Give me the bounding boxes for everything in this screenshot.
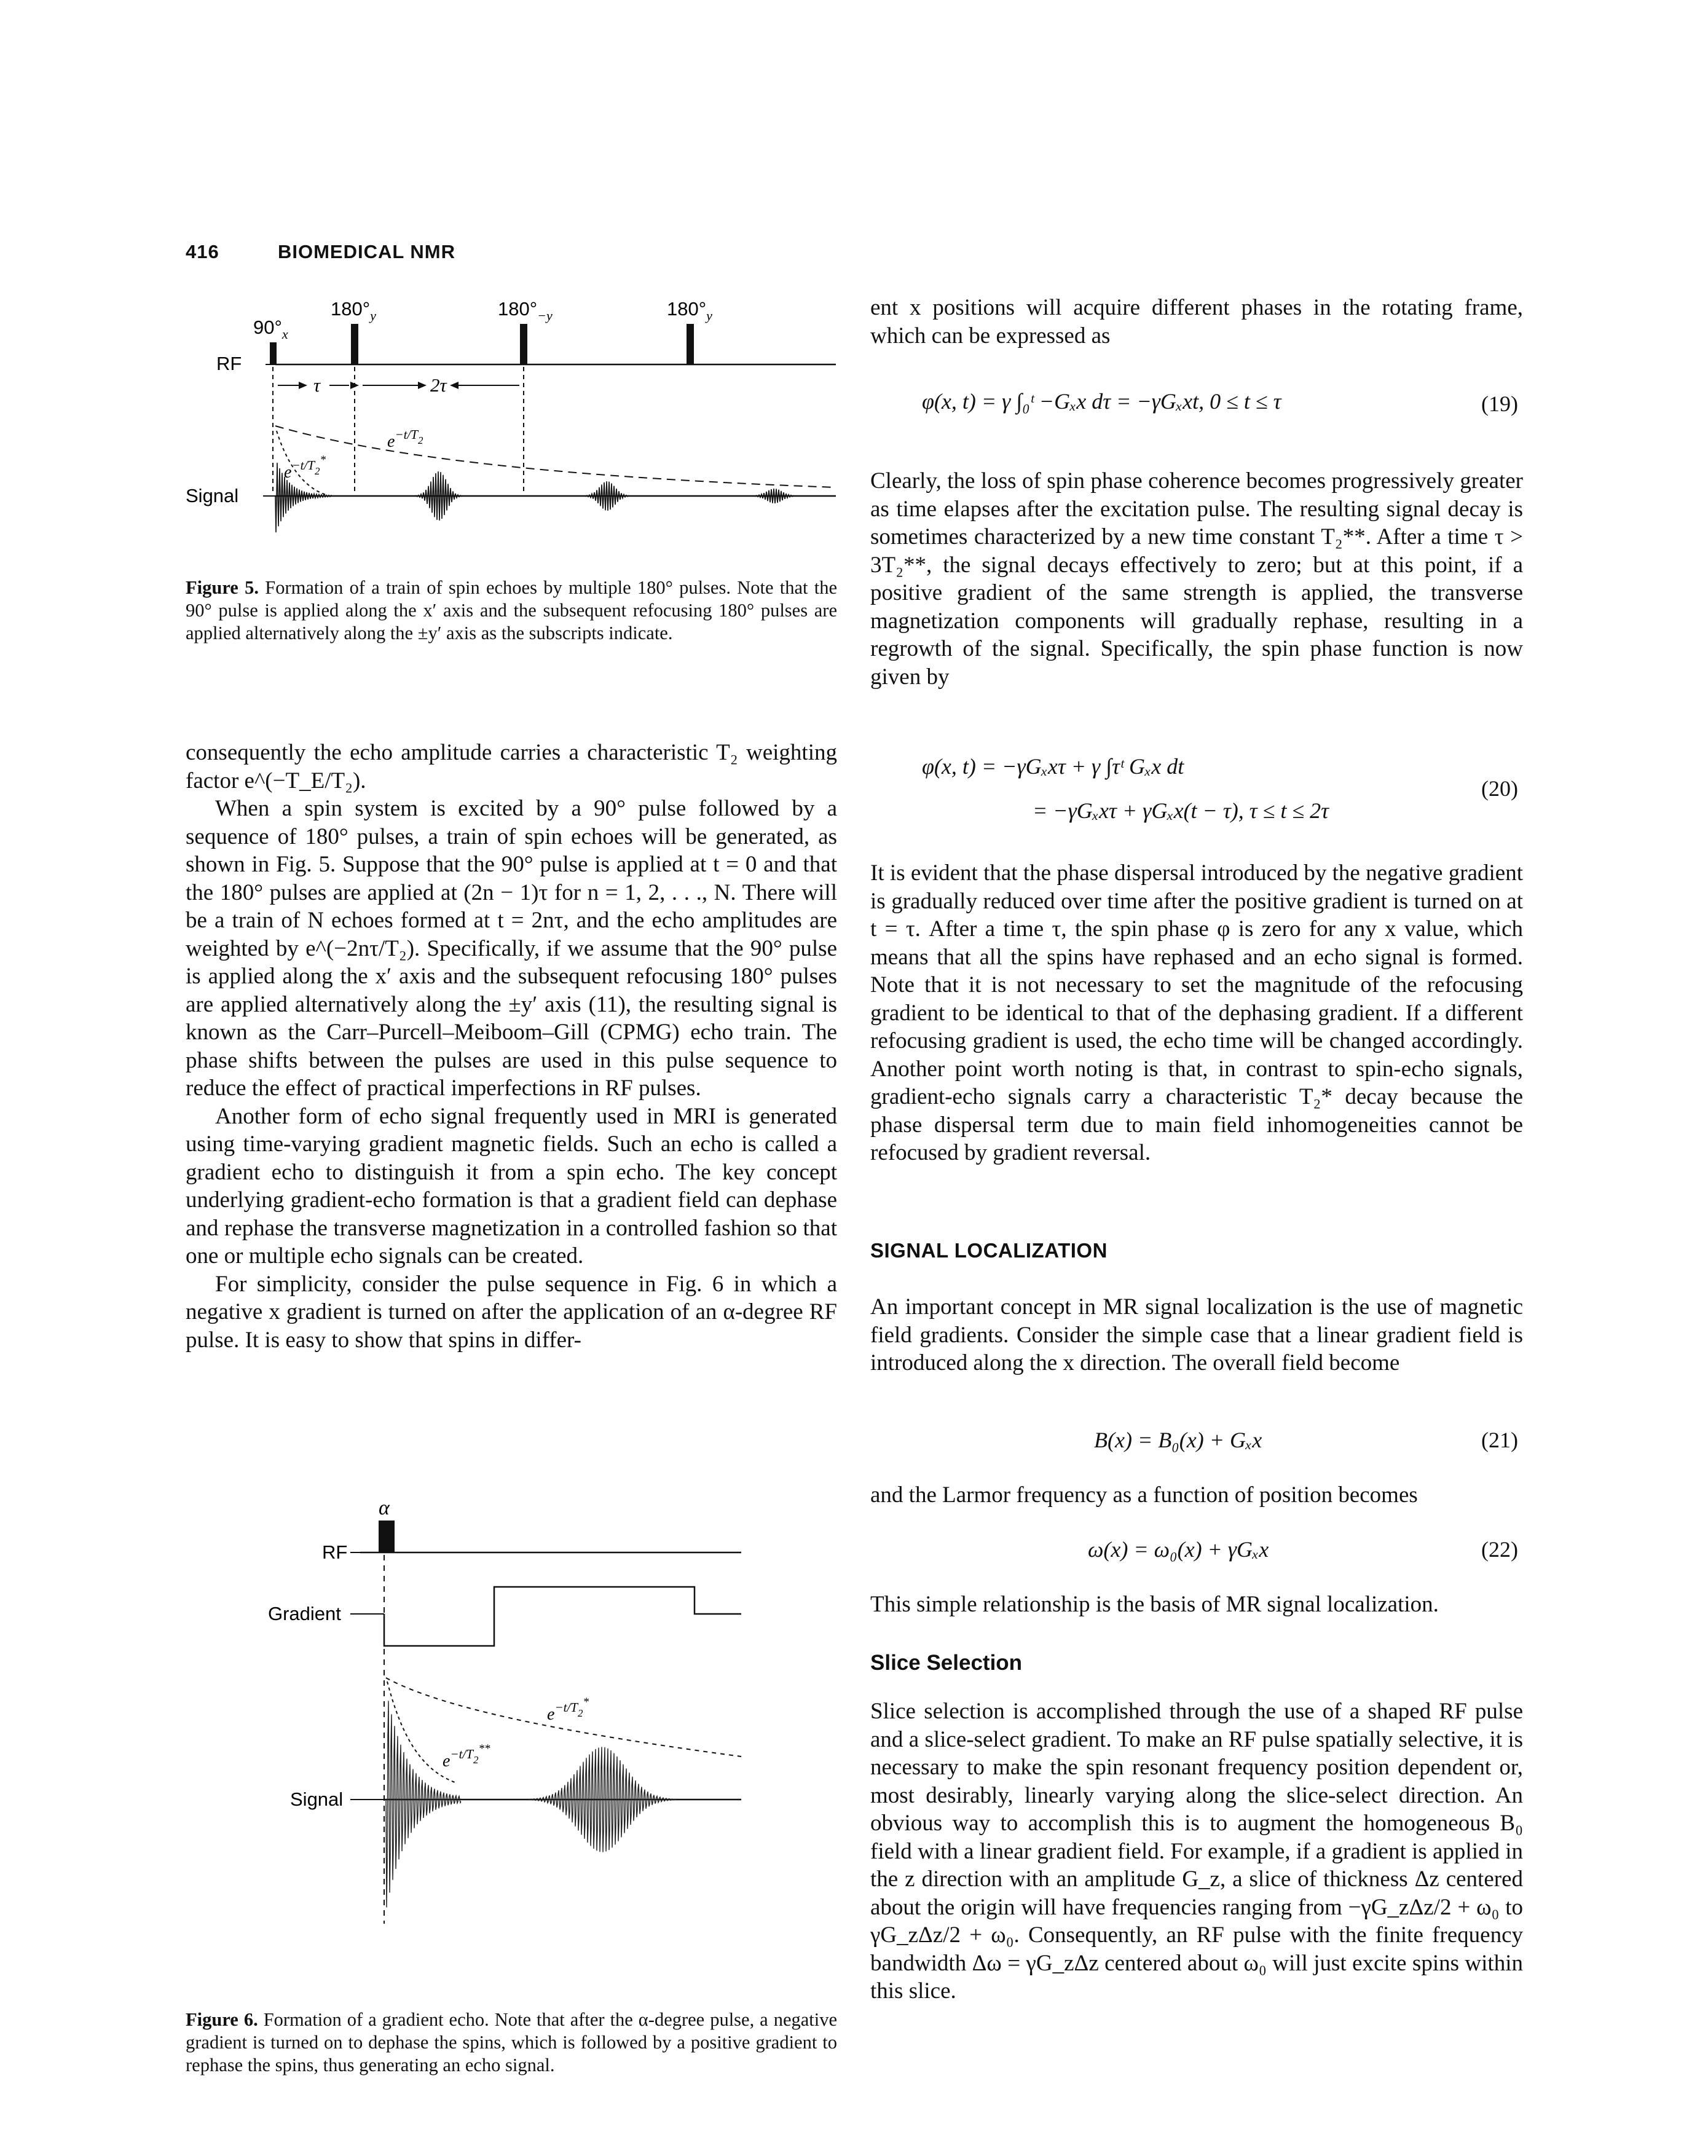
equation-22-number: (22) — [1481, 1537, 1518, 1562]
equation-21: B(x) = B₀(x) + Gₓx — [1094, 1428, 1262, 1452]
svg-text:90°x — [253, 317, 288, 342]
figure-6-diagram — [258, 1493, 762, 1936]
fig6-gradient-waveform — [384, 1587, 741, 1646]
fig5-pulse-90 — [270, 342, 277, 364]
fig6-gradient-label: Gradient — [268, 1603, 341, 1624]
figure-6-caption-label: Figure 6. — [186, 2009, 258, 2030]
fig5-echo-2 — [583, 481, 632, 511]
fig5-t2-envelope — [275, 426, 836, 487]
fig6-signal-label: Signal — [290, 1788, 344, 1810]
fig6-t2doublestar-sub: 2 — [473, 1754, 479, 1766]
figure-5-caption — [186, 576, 837, 645]
paragraph-simplicity: For simplicity, consider the pulse sequence in Fig. 6 in which a negative x gradient is turned on after the application of an α-degree RF pulse. It is easy to show that spins in differ- — [186, 1271, 837, 1353]
figure-5-diagram — [184, 292, 848, 550]
fig5-t2star-decay-base: e — [284, 463, 292, 482]
fig5-rf-label: RF — [216, 353, 242, 374]
fig5-t2-decay-exp: −t/T — [395, 427, 418, 442]
running-title: BIOMEDICAL NMR — [278, 241, 455, 262]
equation-20-number: (20) — [1481, 776, 1518, 801]
paragraph-larmor-frequency: and the Larmor frequency as a function of position becomes — [870, 1482, 1418, 1508]
paragraph-localization-basis: This simple relationship is the basis of MR signal localization. — [870, 1592, 1439, 1617]
fig5-signal-label: Signal — [186, 485, 239, 506]
figure-6-caption-text: Formation of a gradient echo. Note that after the α-degree pulse, a negative gradient is turned on to dephase the spins, which is followed by a positive gradient to rephase the spins, thus generating an echo signal. — [186, 2009, 838, 2075]
fig6-t2star-sub: 2 — [577, 1707, 583, 1719]
fig5-t2star-decay-exp: −t/T — [291, 458, 315, 473]
equation-21-number: (21) — [1481, 1428, 1518, 1452]
fig6-t2doublestar-star: ** — [478, 1742, 490, 1755]
left-column-body — [186, 739, 837, 1354]
section-title-signal-localization: SIGNAL LOCALIZATION — [870, 1239, 1108, 1262]
right-column-localization — [870, 1293, 1523, 1377]
fig5-pulse-90-label: 90° — [253, 317, 282, 338]
fig5-pulse-180-1 — [351, 324, 358, 364]
svg-text:180°y — [667, 298, 712, 323]
fig5-t2-decay-sub: 2 — [417, 435, 423, 446]
fig5-t2star-decay-star: * — [320, 454, 326, 466]
page-number: 416 — [186, 241, 219, 262]
right-column-coherence — [870, 467, 1523, 691]
fig5-pulse-90-sub: x — [281, 326, 288, 342]
right-column-intro — [870, 294, 1523, 350]
figure-6-caption — [186, 2008, 837, 2077]
equation-22: ω(x) = ω₀(x) + γGₓx — [1088, 1537, 1269, 1562]
fig6-t2star-exp: −t/T — [554, 1700, 578, 1715]
right-column-basis — [870, 1591, 1523, 1619]
fig5-pulse-180-1-sub: y — [370, 308, 376, 323]
fig5-echo-3 — [750, 489, 799, 503]
paragraph-slice-selection: Slice selection is accomplished through the use of a shaped RF pulse and a slice-select gradient. To make an RF pulse spatially selective, it is necessary to make the spin resonant frequency position dependent or, most desirably, linearly varying along the slice-select direction. An obvious way to accomplish this is to augment the homogeneous B₀ field with a linear gradient field. For example, if a gradient is applied in the z direction with an amplitude G_z, a slice of thickness Δz centered about the origin will have frequencies ranging from −γG_zΔz/2 + ω₀ to γG_zΔz/2 + ω₀. Consequently, an RF pulse with the finite frequency bandwidth Δω = γG_zΔz centered about ω₀ will just excite spins within this slice. — [870, 1699, 1523, 2004]
svg-text:e−t/T2** — [443, 1742, 490, 1771]
equation-20-line-2: = −γGₓxτ + γGₓx(t − τ), τ ≤ t ≤ 2τ — [1033, 798, 1329, 823]
svg-text:e−t/T2* — [284, 454, 326, 482]
fig5-pulse-180-2-sub: −y — [537, 308, 553, 323]
right-column-dispersal — [870, 859, 1523, 1167]
right-column-slice — [870, 1698, 1523, 2005]
svg-text:180°y — [331, 298, 376, 323]
fig6-fid-signal — [386, 1701, 461, 1907]
paragraph-phase-coherence: Clearly, the loss of spin phase coherence becomes progressively greater as time elapses after the excitation pulse. The resulting signal decay is sometimes characterized by a new time constant T₂**. After a time τ > 3T₂**, the signal decays effectively to zero; but at this point, if a positive gradient of the same strength is applied, the transverse magnetization components will gradually rephase, resulting in a regrowth of the signal. Specifically, the spin phase function is now given by — [870, 468, 1523, 690]
paragraph-field-gradients: An important concept in MR signal localization is the use of magnetic field gradients. Consider the simple case that a linear gradient field is introduced along the x direction. The overall field become — [870, 1294, 1523, 1375]
svg-text:180°−y — [498, 298, 553, 323]
paragraph-gradient-echo: Another form of echo signal frequently used in MRI is generated using time-varying gradient magnetic fields. Such an echo is called a gradient echo to distinguish it from a spin echo. The key concept underlying gradient-echo formation is that a gradient field can dephase and rephase the transverse magnetization in a controlled fashion so that one or multiple echo signals can be created. — [186, 1103, 837, 1269]
fig5-t2-decay-base: e — [387, 432, 395, 451]
paragraph-spin-echo-train: When a spin system is excited by a 90° pulse followed by a sequence of 180° pulses, a train of spin echoes will be generated, as shown in Fig. 5. Suppose that the 90° pulse is applied at t = 0 and that the 180° pulses are applied at (2n − 1)τ for n = 1, 2, . . ., N. There will be a train of N echoes formed at t = 2nτ, and the echo amplitudes are weighted by e^(−2nτ/T₂). Specifically, if we assume that the 90° pulse is applied along the x′ axis and the subsequent refocusing 180° pulses are applied alternatively along the ±y′ axis (11), the resulting signal is known as the Carr–Purcell–Meiboom–Gill (CPMG) echo train. The phase shifts between the pulses are used in this pulse sequence to reduce the effect of practical imperfections in RF pulses. — [186, 796, 837, 1101]
fig6-alpha-label: α — [379, 1497, 390, 1519]
fig5-tau-label: τ — [313, 374, 321, 396]
fig6-t2star-envelope — [386, 1678, 741, 1757]
fig5-two-tau-label: 2τ — [430, 374, 447, 396]
equation-20-line-1: φ(x, t) = −γGₓxτ + γ ∫τᵗ Gₓx dt — [922, 754, 1184, 779]
fig5-pulse-180-1-label: 180° — [331, 298, 371, 320]
fig6-t2star-base: e — [547, 1705, 555, 1724]
fig5-echo-1 — [414, 471, 463, 521]
fig6-t2doublestar-exp: −t/T — [450, 1747, 473, 1761]
svg-text:e−t/T2* — [547, 1696, 589, 1724]
fig5-t2star-decay-sub: 2 — [314, 465, 320, 477]
fig5-pulse-180-2-label: 180° — [498, 298, 538, 320]
fig5-pulse-180-3-label: 180° — [667, 298, 707, 320]
paragraph-echo-amplitude: consequently the echo amplitude carries a characteristic T₂ weighting factor e^(−T_E/T₂). — [186, 740, 837, 793]
paragraph-phase-dispersal: It is evident that the phase dispersal introduced by the negative gradient is gradually reduced over time after the positive gradient is turned on at t = τ. After a time τ, the spin phase φ is zero for any x value, which means that all the spins have rephased and an echo signal is formed. Note that it is not necessary to set the magnitude of the refocusing gradient to be identical to that of the dephasing gradient. If a different refocusing gradient is used, the echo time will be changed accordingly. Another point worth noting is that, in contrast to spin-echo signals, gradient-echo signals carry a characteristic T₂* decay because the phase dispersal term due to main field inhomogeneities cannot be refocused by gradient reversal. — [870, 860, 1523, 1165]
svg-text:e−t/T2 — [387, 427, 423, 451]
fig6-alpha-pulse — [379, 1521, 395, 1552]
equation-19: φ(x, t) = γ ∫₀ᵗ −Gₓx dτ = −γGₓxt, 0 ≤ t ≤ τ — [922, 389, 1281, 414]
paragraph-phase-positions: ent x positions will acquire different phases in the rotating frame, which can be expressed as — [870, 295, 1523, 348]
figure-5-caption-text: Formation of a train of spin echoes by multiple 180° pulses. Note that the 90° pulse is applied along the x′ axis and the subsequent refocusing 180° pulses are applied alternatively along the ±y′ axis as the subscripts indicate. — [186, 577, 838, 643]
figure-5-caption-label: Figure 5. — [186, 577, 259, 598]
equation-19-number: (19) — [1481, 391, 1518, 416]
fig6-t2star-star: * — [583, 1696, 589, 1709]
fig5-pulse-180-2 — [520, 324, 527, 364]
fig5-pulse-180-3-sub: y — [706, 308, 712, 323]
right-column-larmor — [870, 1481, 1523, 1509]
subsection-title-slice-selection: Slice Selection — [870, 1651, 1023, 1675]
fig6-t2doublestar-base: e — [443, 1752, 451, 1771]
fig6-rf-label: RF — [322, 1541, 348, 1563]
fig5-pulse-180-3 — [687, 324, 694, 364]
